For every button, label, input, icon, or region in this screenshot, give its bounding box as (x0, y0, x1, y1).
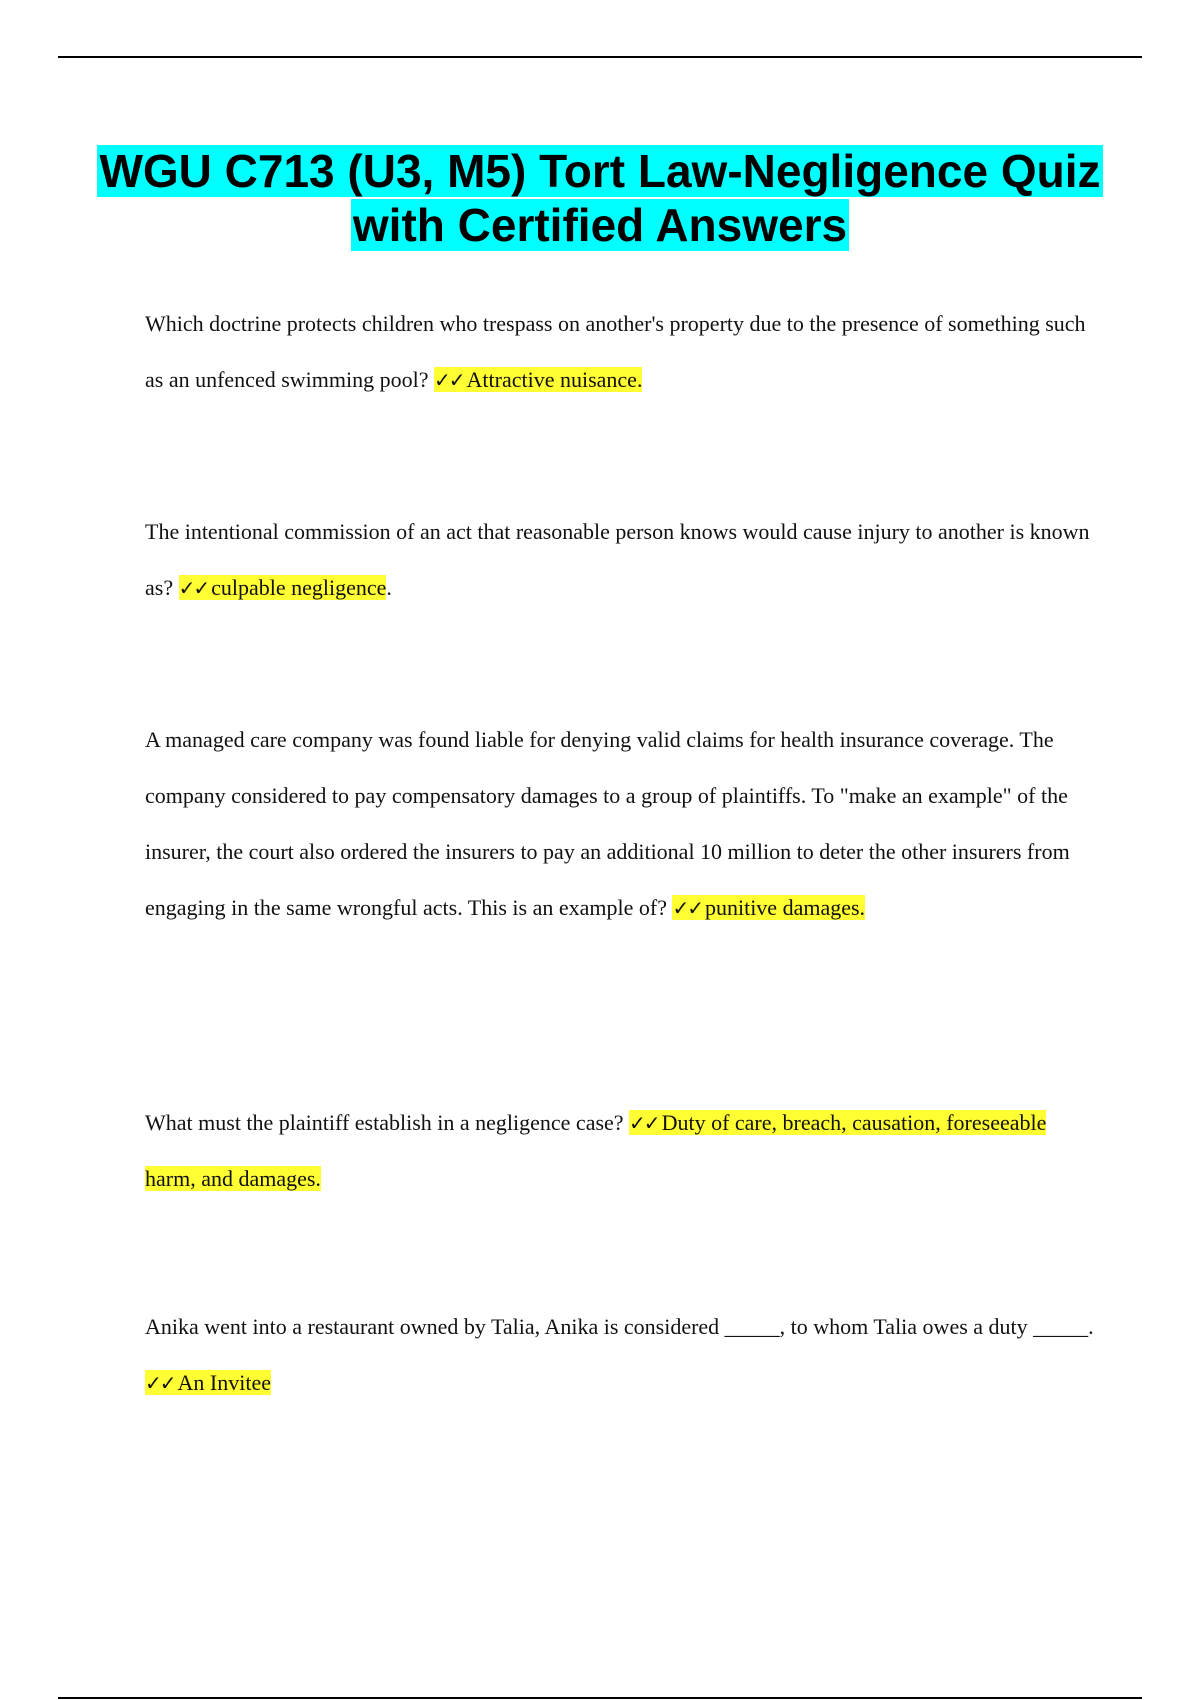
question-5-text: Anika went into a restaurant owned by Talia, Anika is considered _____, to whom Talia owes a duty _____. (145, 1314, 1094, 1339)
bottom-rule (58, 1697, 1142, 1699)
question-3-text: A managed care company was found liable for denying valid claims for health insurance coverage. The company considered to pay compensatory damages to a group of plaintiffs. To "make an example" of the insurer, the court also ordered the insurers to pay an additional 10 million to deter the other insurers from engaging in the same wrongful acts. This is an example of? (145, 727, 1070, 920)
answer-1-text: Attractive nuisance. (466, 367, 643, 392)
answer-1 (434, 367, 642, 392)
checkmark-icon: ✓✓ (434, 368, 464, 392)
question-3 (145, 712, 1095, 936)
top-rule (58, 56, 1142, 58)
answer-2-trailing: . (386, 575, 392, 600)
question-5 (145, 1299, 1095, 1411)
answer-2 (179, 575, 387, 600)
checkmark-icon: ✓✓ (629, 1111, 659, 1135)
answer-5 (145, 1370, 271, 1395)
checkmark-icon: ✓✓ (145, 1371, 175, 1395)
question-1 (145, 296, 1095, 408)
question-4 (145, 1095, 1095, 1207)
document-title (80, 144, 1120, 252)
answer-2-text: culpable negligence (211, 575, 387, 600)
checkmark-icon: ✓✓ (178, 576, 209, 600)
document-title-text: WGU C713 (U3, M5) Tort Law-Negligence Quiz with Certified Answers (99, 145, 1101, 251)
answer-3-text: punitive damages. (704, 895, 866, 920)
checkmark-icon: ✓✓ (672, 896, 702, 920)
answer-5-text: An Invitee (177, 1370, 271, 1395)
question-4-text: What must the plaintiff establish in a negligence case? (145, 1110, 630, 1135)
answer-3 (672, 895, 865, 920)
question-2-text: The intentional commission of an act that reasonable person knows would cause injury to another is known as? (145, 519, 1090, 600)
question-2 (145, 504, 1095, 616)
answer-4-text: Duty of care, breach, causation, foreseeable harm, and damages. (145, 1110, 1047, 1191)
question-1-text: Which doctrine protects children who trespass on another's property due to the presence of something such as an unfenced swimming pool? (145, 311, 1086, 392)
